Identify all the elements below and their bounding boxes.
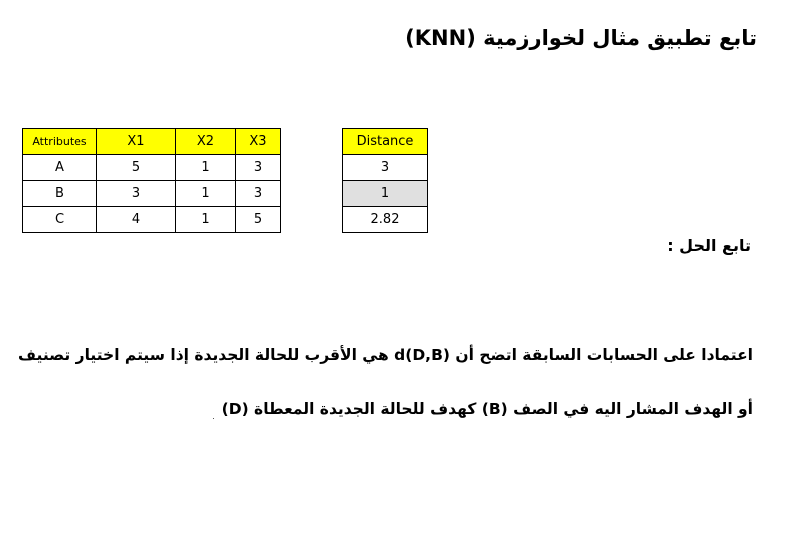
distance-cell: 2.82 (343, 207, 428, 233)
header-attributes: Attributes (23, 129, 97, 155)
table-row (343, 155, 428, 181)
table-row (343, 207, 428, 233)
cell-x1: 5 (97, 155, 176, 181)
table-header-row (23, 129, 281, 155)
distance-cell-highlighted: 1 (343, 181, 428, 207)
cell-x3: 3 (236, 181, 281, 207)
header-x2: X2 (176, 129, 236, 155)
row-label: C (23, 207, 97, 233)
cell-x1: 4 (97, 207, 176, 233)
header-x1: X1 (97, 129, 176, 155)
distance-cell: 3 (343, 155, 428, 181)
stray-dot (213, 418, 214, 419)
solution-heading: تابع الحل : (667, 236, 751, 255)
table-header-row (343, 129, 428, 155)
row-label: A (23, 155, 97, 181)
attributes-table (22, 128, 281, 233)
page-title: تابع تطبيق مثال لخوارزمية (KNN) (405, 26, 757, 50)
cell-x1: 3 (97, 181, 176, 207)
header-x3: X3 (236, 129, 281, 155)
cell-x3: 5 (236, 207, 281, 233)
paragraph-line-2: أو الهدف المشار اليه في الصف (B) كهدف للحالة الجديدة المعطاة (D) (221, 400, 753, 418)
paragraph-line-1: اعتمادا على الحسابات السابقة اتضح أن d(D,B) هي الأقرب للحالة الجديدة إذا سيتم اختيار تصنيف (18, 346, 753, 364)
table-row (23, 181, 281, 207)
cell-x2: 1 (176, 207, 236, 233)
table-row (23, 155, 281, 181)
table-row (23, 207, 281, 233)
cell-x3: 3 (236, 155, 281, 181)
distance-table (342, 128, 428, 233)
cell-x2: 1 (176, 181, 236, 207)
header-distance: Distance (343, 129, 428, 155)
table-row (343, 181, 428, 207)
cell-x2: 1 (176, 155, 236, 181)
row-label: B (23, 181, 97, 207)
